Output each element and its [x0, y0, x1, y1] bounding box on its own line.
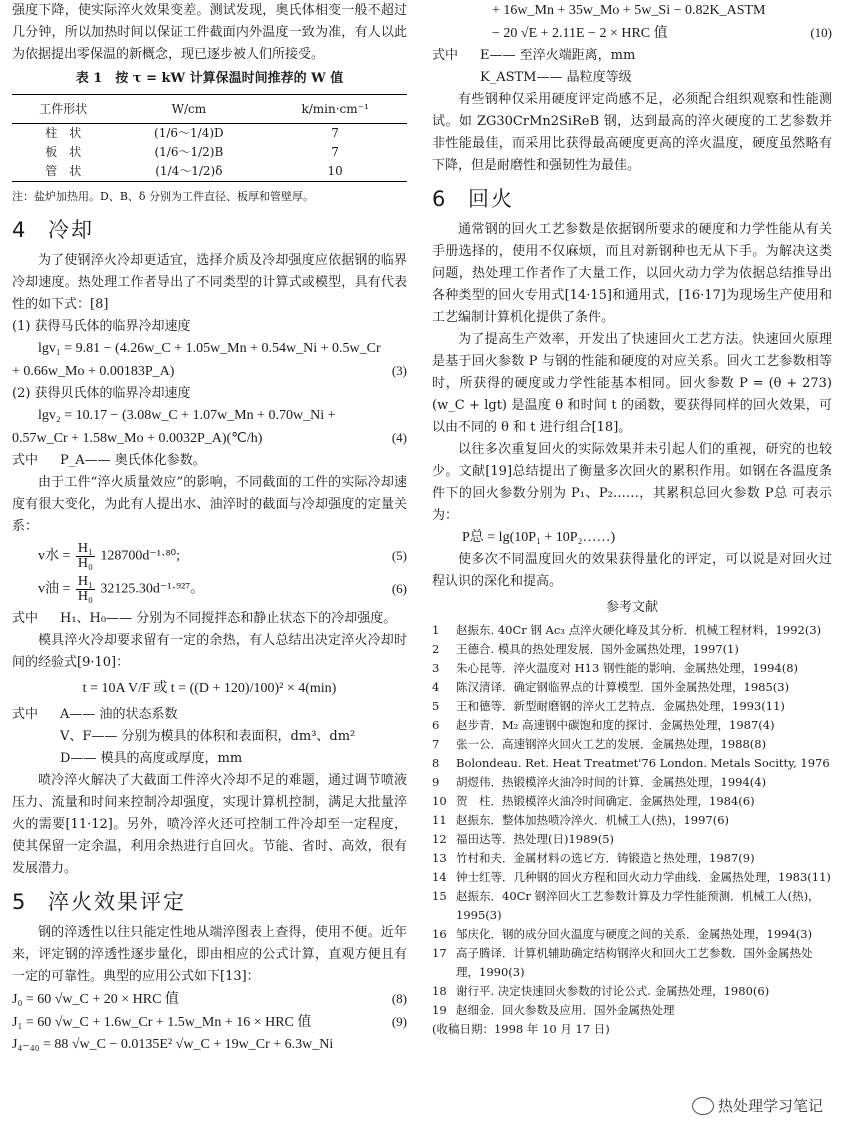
formula-line: + 0.66w_Mo + 0.00183P_A)	[12, 364, 175, 379]
formula-water	[12, 542, 180, 571]
list-item	[432, 830, 832, 849]
formula-line: t = 10A V/F 或 t = ((D + 120)/100)² × 4(min)	[82, 681, 337, 696]
list-item	[432, 754, 832, 773]
references-title: 参考文献	[605, 600, 658, 615]
where-clause	[12, 608, 407, 630]
ref-number: 16	[432, 927, 447, 941]
list-item	[432, 716, 832, 735]
where-text: K_ASTM—— 晶粒度等级	[480, 70, 632, 85]
ref-number: 15	[432, 889, 447, 903]
ref-number: 18	[432, 984, 447, 998]
watermark-text: 热处理学习笔记	[717, 1097, 823, 1115]
section-heading	[432, 185, 832, 213]
ref-text: 张一公．高速钢淬火回火工艺的发展．金属热处理，1988(8)	[456, 737, 767, 751]
table-cell: (1/4～1/2)δ	[115, 162, 264, 182]
formula-line: 0.57w_Cr + 1.58w_Mo + 0.0032P_A)(℃/h)	[12, 431, 263, 446]
section-title: 回火	[468, 187, 514, 211]
list-item	[432, 659, 832, 678]
list-item	[432, 944, 832, 982]
formula-line: J₀ = 60 √w_C + 20 × HRC 值	[12, 992, 179, 1007]
list-item: (1) 获得马氏体的临界冷却速度	[12, 319, 191, 334]
ref-text: 谢行平. 决定快速回火参数的讨论公式. 金属热处理，1980(6)	[456, 984, 770, 998]
table-cell: (1/6～1/4)D	[154, 126, 224, 140]
paragraph: 为了提高生产效率，开发出了快速回火工艺方法。快速回火原理是基于回火参数 P 与钢的性能和硬度的对应关系。回火工艺参数相等时，所获得的硬度或力学性能基本相同。回火参数 P = (θ + 273)(w_C + lgt) 是温度 θ 和时间 t 的函数，要获得同样的回火效果，可以由不同的 θ 和 t 进行组合[18]。	[432, 332, 832, 435]
ref-number: 1	[432, 623, 440, 637]
table-header: k/min·cm⁻¹	[263, 95, 407, 124]
paragraph: 模具淬火冷却要求留有一定的余热，有人总结出决定淬火冷却时间的经验式[9·10]：	[12, 633, 407, 670]
ref-number: 19	[432, 1003, 447, 1017]
list-item	[432, 773, 832, 792]
equation-number: (10)	[810, 25, 832, 40]
list-item	[432, 849, 832, 868]
ref-text: 赵振东．40Cr 钢淬回火工艺参数计算及力学性能预测．机械工人(热)，1995(3)	[456, 889, 820, 922]
where-clause	[12, 450, 407, 472]
paragraph: 为了使钢淬火冷却更适宜，选择介质及冷却强度应依据钢的临界冷却速度。热处理工作者导出了不同类型的计算式或模型，具有代表性的如下式：[8]	[12, 253, 407, 312]
ref-number: 6	[432, 718, 440, 732]
ref-number: 14	[432, 870, 447, 884]
ref-number: 12	[432, 832, 447, 846]
where-label: 式中	[432, 48, 459, 63]
section-number: 4	[12, 218, 28, 242]
table-note: 注：盐炉加热用。D、B、δ 分别为工件直径、板厚和管壁厚。	[12, 190, 315, 203]
table-row	[12, 162, 407, 182]
equation-number: (4)	[391, 430, 407, 445]
formula-line: + 16w_Mn + 35w_Mo + 5w_Si − 0.82K_ASTM	[492, 3, 766, 18]
table-cell: (1/6～1/2)B	[154, 145, 224, 159]
fraction	[76, 575, 95, 604]
formula-line: lgv₁ = 9.81 − (4.26w_C + 1.05w_Mn + 0.54w_Ni + 0.5w_Cr	[38, 341, 381, 356]
ref-text: 胡煜伟．热锻模淬火油冷时间的计算．金属热处理，1994(4)	[456, 775, 767, 789]
formula-line: J₁ = 60 √w_C + 1.6w_Cr + 1.5w_Mn + 16 × HRC 值	[12, 1015, 312, 1030]
table-header: W/cm	[115, 95, 264, 124]
formula-rhs: 32125.30d⁻¹·⁹²⁷。	[100, 581, 205, 597]
fraction-denominator: H₀	[77, 589, 93, 604]
section-heading	[12, 888, 407, 916]
formula-line: − 20 √E + 2.11E − 2 × HRC 值	[492, 26, 668, 41]
section-number: 5	[12, 890, 28, 914]
list-item	[432, 811, 832, 830]
ref-text: 福田达等．热处理(日)1989(5)	[456, 832, 615, 846]
ref-text: 钟士红等．几种钢的回火方程和回火动力学曲线．金属热处理，1983(11)	[456, 870, 831, 884]
where-clause	[432, 45, 832, 67]
where-text: E—— 至淬火端距离，mm	[480, 48, 636, 63]
paragraph: 钢的淬透性以往只能定性地从端淬图表上查得，使用不便。近年来，评定钢的淬透性逐步量化，即由相应的公式计算，直观方便且有一定的可靠性。典型的应用公式如下[13]：	[12, 925, 407, 984]
section-title: 淬火效果评定	[48, 890, 186, 914]
where-label: 式中	[12, 611, 39, 626]
table-row	[12, 143, 407, 162]
ref-number: 4	[432, 680, 440, 694]
ref-number: 2	[432, 642, 440, 656]
list-item	[432, 792, 832, 811]
where-text: V、F—— 分别为模具的体积和表面积，dm³、dm²	[60, 729, 356, 744]
ref-text: 竹村和夫．金属材料の选ビ方．铸锻造と热处理，1987(9)	[456, 851, 755, 865]
ref-number: 5	[432, 699, 440, 713]
where-label: 式中	[12, 453, 39, 468]
watermark	[692, 1095, 823, 1116]
ref-number: 13	[432, 851, 447, 865]
intro-paragraph: 强度下降，使实际淬火效果变差。测试发现，奥氏体相变一般不超过几分钟，所以加热时间以保证工件截面内外温度一致为准，有人以此为依据提出零保温的新概念，现已逐步被人们所接受。	[12, 3, 407, 62]
table-cell: 柱 状	[45, 126, 82, 140]
where-text: P_A—— 奥氏体化参数。	[60, 453, 206, 468]
list-item	[432, 887, 832, 925]
table-title: 表 1 按 τ = kW 计算保温时间推荐的 W 值	[75, 71, 344, 86]
list-item	[432, 678, 832, 697]
ref-text: 赵振东．整体加热喷冷淬火．机械工人(热)，1997(6)	[456, 813, 730, 827]
table-cell: 10	[263, 162, 407, 182]
ref-number: 9	[432, 775, 440, 789]
paragraph: 使多次不同温度回火的效果获得量化的评定，可以说是对回火过程认识的深化和提高。	[432, 552, 832, 589]
ref-number: 7	[432, 737, 440, 751]
ref-text: 王和德等．新型耐磨钢的淬火工艺特点．金属热处理，1993(11)	[456, 699, 785, 713]
list-item	[432, 982, 832, 1001]
table-cell: 7	[331, 145, 339, 159]
paragraph: 由于工件“淬火质量效应”的影响，不同截面的工件的实际冷却速度有很大变化，为此有人提出水、油淬时的截面与冷却强度的定量关系：	[12, 475, 407, 534]
right-column	[432, 0, 832, 1039]
paragraph: 有些钢种仅采用硬度评定尚感不足，必须配合组织观察和性能测试。如 ZG30CrMn2SiReB 钢，达到最高的淬火硬度的工艺参数并非性能最佳，而采用比获得最高硬度更高的淬火温度，硬度虽然略有下降，但是耐磨性和强韧性为最佳。	[432, 92, 832, 173]
ref-number: 10	[432, 794, 447, 808]
ref-text: 陈汉清译．确定钢临界点的计算模型．国外金属热处理，1985(3)	[456, 680, 790, 694]
formula-oil	[12, 575, 204, 604]
table-header: 工件形状	[12, 95, 115, 124]
holding-time-table	[12, 94, 407, 182]
where-clause	[12, 704, 407, 726]
table-cell: 7	[331, 126, 339, 140]
table-cell: 管 状	[12, 162, 115, 182]
ref-text: 赵振东. 40Cr 钢 Ac₃ 点淬火硬化峰及其分析．机械工程材料，1992(3)	[456, 623, 822, 637]
list-item: (2) 获得贝氏体的临界冷却速度	[12, 386, 191, 401]
equation-number: (6)	[391, 580, 407, 596]
where-text: D—— 模具的高度或厚度，mm	[60, 751, 243, 766]
ref-text: 赵步青．M₂ 高速钢中碳饱和度的探讨．金属热处理，1987(4)	[456, 718, 775, 732]
ref-text: 贺 柱．热锻模淬火油冷时间确定．金属热处理，1984(6)	[456, 794, 755, 808]
list-item	[432, 621, 832, 640]
ref-text: 高子腾译．计算机辅助确定结构钢淬火和回火工艺参数．国外金属热处理，1990(3)	[456, 946, 813, 979]
where-text: A—— 油的状态系数	[60, 707, 178, 722]
where-text: H₁、H₀—— 分别为不同搅拌态和静止状态下的冷却强度。	[60, 611, 397, 626]
left-column	[12, 0, 407, 1056]
paragraph: 通常钢的回火工艺参数是依据钢所要求的硬度和力学性能从有关手册选择的，使用不仅麻烦，而且对新钢种也无从下手。为解决这类问题，热处理工作者作了大量工作，以回火动力学为依据总结推导出各种类型的回火专用式[14·15]和通用式，[16·17]为现场生产使用和工艺编制计算机化提供了条件。	[432, 222, 832, 325]
formula-lhs: v水 =	[38, 548, 71, 564]
list-item	[432, 640, 832, 659]
equation-number: (9)	[391, 1014, 407, 1029]
list-item	[432, 1001, 832, 1020]
ref-text: 王德合. 模具的热处理发展．国外金属热处理，1997(1)	[456, 642, 739, 656]
fraction-denominator: H₀	[77, 556, 93, 571]
equation-number: (8)	[391, 991, 407, 1006]
wechat-icon	[692, 1097, 714, 1115]
fraction	[76, 542, 95, 571]
paragraph: 以往多次重复回火的实际效果并未引起人们的重视，研究的也较少。文献[19]总结提出了衡量多次回火的累积作用。如钢在各温度条件下的回火参数分别为 P₁、P₂……，其累积总回火参数 P总 可表示为：	[432, 442, 832, 523]
fraction-numerator: H₁	[77, 574, 93, 589]
fraction-numerator: H₁	[77, 541, 93, 556]
formula-rhs: 128700d⁻¹·⁸⁰;	[100, 548, 181, 564]
ref-text: 朱心昆等．淬火温度对 H13 钢性能的影响．金属热处理，1994(8)	[456, 661, 799, 675]
section-title: 冷却	[48, 218, 94, 242]
list-item	[432, 697, 832, 716]
table-cell: 板 状	[45, 145, 82, 159]
formula-line: P总 = lg(10P₁ + 10P₂……)	[462, 530, 616, 545]
equation-number: (5)	[391, 547, 407, 563]
list-item	[432, 868, 832, 887]
formula-line: J₄₋₄₀ = 88 √w_C − 0.0135E² √w_C + 19w_Cr + 6.3w_Ni	[12, 1037, 334, 1052]
paragraph: 喷冷淬火解决了大截面工件淬火冷却不足的难题，通过调节喷液压力、流量和时间来控制冷却强度，实现计算机控制，满足大批量淬火的需要[11·12]。另外，喷冷淬火还可控制工件冷却至一定程度，使其保留一定余温，利用余热进行自回火。节能、省时、高效，很有发展潜力。	[12, 773, 407, 876]
ref-text: 赵细金．回火参数及应用．国外金属热处理	[456, 1003, 675, 1017]
ref-number: 17	[432, 946, 447, 960]
ref-number: 8	[432, 756, 440, 770]
list-item	[432, 925, 832, 944]
formula-lhs: v油 =	[38, 581, 71, 597]
ref-text: 邹庆化．钢的成分回火温度与硬度之间的关系．金属热处理，1994(3)	[456, 927, 813, 941]
ref-text: Bolondeau. Ret. Heat Treatmet'76 London. Metals Socitty, 1976	[456, 756, 830, 770]
section-number: 6	[432, 187, 448, 211]
formula-line: lgv₂ = 10.17 − (3.08w_C + 1.07w_Mn + 0.70w_Ni +	[38, 408, 336, 423]
received-date: (收稿日期：1998 年 10 月 17 日)	[432, 1022, 610, 1036]
table-row	[12, 124, 407, 144]
references-list	[432, 621, 832, 1039]
section-heading	[12, 216, 407, 244]
list-item	[432, 735, 832, 754]
equation-number: (3)	[391, 363, 407, 378]
ref-number: 3	[432, 661, 440, 675]
where-label: 式中	[12, 707, 39, 722]
ref-number: 11	[432, 813, 447, 827]
